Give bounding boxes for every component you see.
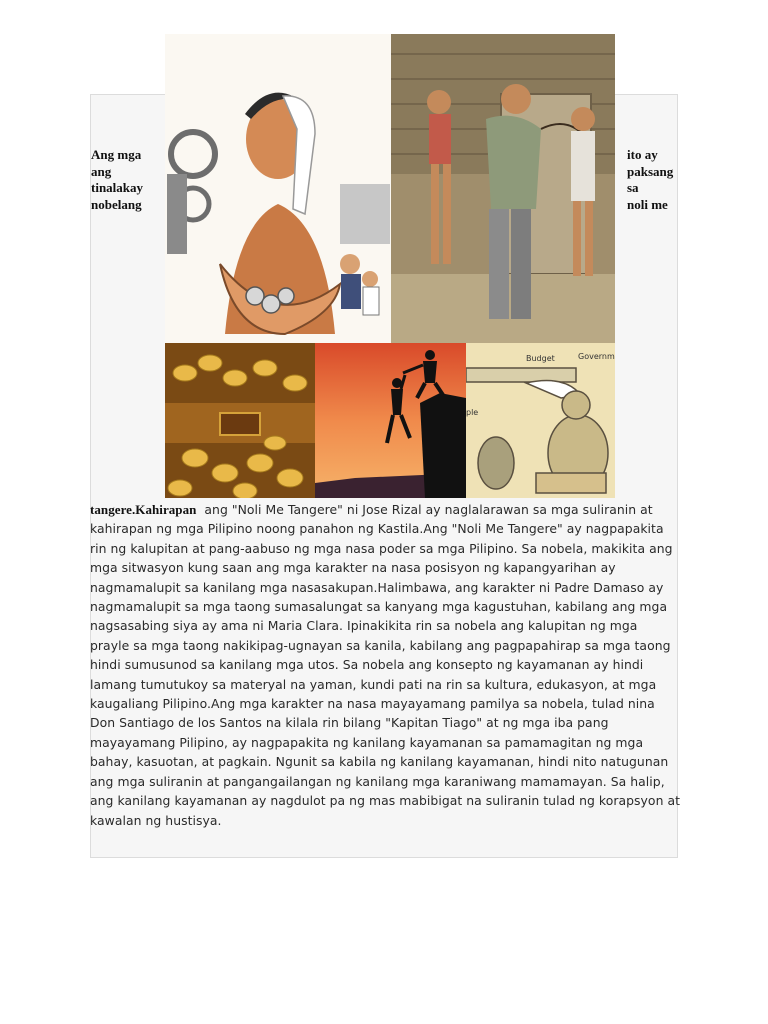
side-right-line: paksang <box>627 163 674 179</box>
gold-treasure-photo <box>165 343 315 498</box>
street-scene-illustration <box>391 34 615 343</box>
side-left-line: ang <box>91 163 112 179</box>
lead-word: tangere.Kahirapan <box>90 502 197 517</box>
body-paragraph <box>90 500 680 830</box>
side-right-line: sa <box>627 180 639 195</box>
poor-worker-illustration <box>165 34 391 343</box>
political-cartoon <box>466 343 615 498</box>
side-right-line: noli me <box>627 196 668 212</box>
side-left-line: nobelang <box>91 196 142 212</box>
side-text-left <box>91 147 161 213</box>
climbers-sunset-photo <box>315 343 466 498</box>
side-text-right <box>627 147 679 213</box>
cartoon-label-government: Governm <box>578 352 615 361</box>
cartoon-label-budget: Budget <box>526 354 555 363</box>
side-right-line: ito ay <box>627 147 658 162</box>
side-left-line: tinalakay <box>91 180 144 195</box>
cartoon-label-people: ple <box>466 408 479 417</box>
body-text: ang "Noli Me Tangere" ni Jose Rizal ay naglalarawan sa mga suliranin at kahirapan ng mga Pilipino noong panahon ng Kastila.Ang "Noli Me Tangere" ay nagpapakita rin ng kalupitan at pang-aabuso ng mga nasa poder sa mga Pilipino. Sa nobela, makikita ang mga sitwasyon kung saan ang mga karakter na nasa posisyon ng kapangyarihan ay nagmamalupit sa kanilang mga nasasakupan.Halimbawa, ang karakter ni Padre Damaso ay nagmamalupit sa mga taong sumasalungat sa kanyang mga kagustuhan, kabilang ang mga nagsasabing siya ay ama ni Maria Clara. Ipinakikita rin sa nobela ang kalupitan ng mga prayle sa mga taong nakikipag-ugnayan sa kanila, kabilang ang pagpapahirap sa mga taong hindi sumusunod sa kanilang mga utos. Sa nobela ang konsepto ng kayamanan ay hindi lamang tumutukoy sa materyal na yaman, kundi pati na rin sa kultura, edukasyon, at mga kaugaliang Pilipino.Ang mga karakter na nasa mayayamang pamilya sa nobela, tulad nina Don Santiago de los Santos na kilala rin bilang "Kapitan Tiago" at ng mga iba pang mayayamang Pilipino, ay nagpapakita ng kanilang kayamanan sa pamamagitan ng mga bahay, kasuotan, at pagkain. Ngunit sa kabila ng kanilang kayamanan, hindi nito natugunan ang mga suliranin at pangangailangan ng kanilang mga karaniwang mamamayan. Sa halip, ang kanilang kayamanan ay nagdulot pa ng mas mabibigat na suliranin tulad ng korapsyon at kawalan ng hustisya. <box>90 502 681 828</box>
side-left-line: Ang mga <box>91 147 142 162</box>
